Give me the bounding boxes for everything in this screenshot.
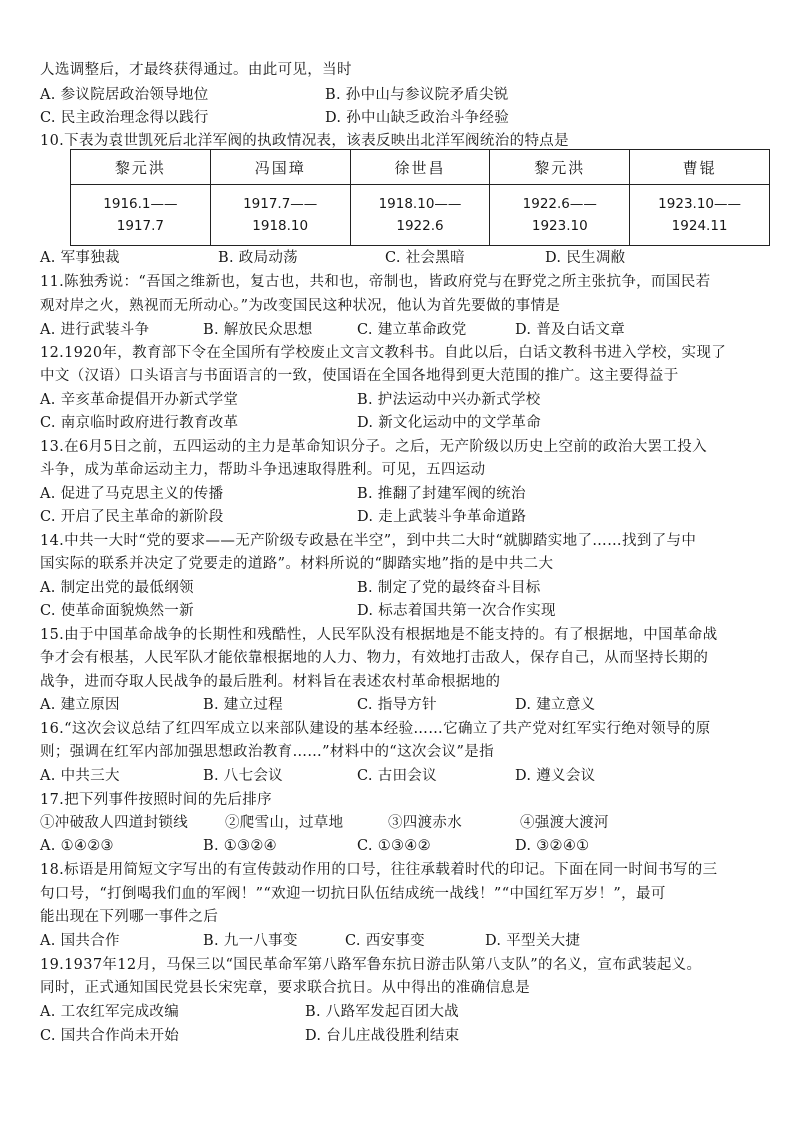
q11-option-d: D. 普及白话文章 (515, 322, 626, 338)
term-end: 1918.10 (252, 218, 309, 234)
q17-event-2: ②爬雪山，过草地 (225, 815, 344, 831)
q16-option-b: B. 八七会议 (203, 768, 283, 784)
q13-line-2: 斗争，成为革命运动主力，帮助斗争迅速取得胜利。可见，五四运动 (40, 462, 486, 478)
q17-option-a: A. ①④②③ (40, 838, 114, 854)
warlord-term (630, 185, 770, 246)
warlord-name: 黎元洪 (71, 150, 211, 185)
term-start: 1923.10—— (658, 196, 741, 212)
warlord-name: 冯国璋 (210, 150, 350, 185)
q19-option-d: D. 台儿庄战役胜利结束 (305, 1028, 460, 1044)
q18-option-a: A. 国共合作 (40, 933, 120, 949)
q17-event-1: ①冲破敌人四道封锁线 (40, 815, 188, 831)
q18-line-1: 18.标语是用简短文字写出的有宣传鼓动作用的口号，往往承载着时代的印记。下面在同一时间书写的三 (40, 862, 718, 878)
q17-option-c: C. ①③④② (357, 838, 431, 854)
q10-stem: 10.下表为袁世凯死后北洋军阀的执政情况表，该表反映出北洋军阀统治的特点是 (40, 133, 570, 149)
prev-option-a: A. 参议院居政治领导地位 (40, 87, 209, 103)
q13-option-c: C. 开启了民主革命的新阶段 (40, 509, 224, 525)
warlord-term (210, 185, 350, 246)
q16-option-d: D. 遵义会议 (515, 768, 596, 784)
q14-line-2: 国实际的联系并决定了党要走的道路”。材料所说的“脚踏实地”指的是中共二大 (40, 556, 554, 572)
warlord-term (71, 185, 211, 246)
q11-option-a: A. 进行武装斗争 (40, 322, 150, 338)
q15-option-b: B. 建立过程 (203, 697, 283, 713)
q19-option-a: A. 工农红军完成改编 (40, 1004, 179, 1020)
term-end: 1917.7 (116, 218, 165, 234)
q16-option-c: C. 古田会议 (357, 768, 437, 784)
q15-option-d: D. 建立意义 (515, 697, 596, 713)
prev-option-c: C. 民主政治理念得以践行 (40, 110, 209, 126)
q14-option-c: C. 使革命面貌焕然一新 (40, 603, 194, 619)
q13-line-1: 13.在6月5日之前，五四运动的主力是革命知识分子。之后，无产阶级以历史上空前的政治大罢工投入 (40, 439, 707, 455)
q19-option-c: C. 国共合作尚未开始 (40, 1028, 180, 1044)
warlord-term-row (71, 185, 770, 246)
term-end: 1922.6 (396, 218, 444, 234)
q10-option-d: D. 民生凋敝 (545, 250, 626, 266)
q11-line-2: 观对岸之火，熟视而无所动心。”为改变国民这种状况，他认为首先要做的事情是 (40, 298, 561, 314)
q11-line-1: 11.陈独秀说：“吾国之维新也，复古也，共和也，帝制也，皆政府党与在野党之所主张抗争，而国民若 (40, 274, 711, 290)
q10-option-a: A. 军事独裁 (40, 250, 120, 266)
q13-option-d: D. 走上武装斗争革命道路 (357, 509, 527, 525)
term-end: 1923.10 (531, 218, 588, 234)
q12-option-a: A. 辛亥革命提倡开办新式学堂 (40, 392, 239, 408)
prev-option-b: B. 孙中山与参议院矛盾尖锐 (325, 87, 509, 103)
q16-line-1: 16.“这次会议总结了红四军成立以来部队建设的基本经验……它确立了共产党对红军实行绝对领导的原 (40, 721, 711, 737)
q14-option-b: B. 制定了党的最终奋斗目标 (357, 580, 541, 596)
q12-line-2: 中文（汉语）口头语言与书面语言的一致，使国语在全国各地得到更大范围的推广。这主要得益于 (40, 368, 679, 384)
q15-line-3: 战争，进而夺取人民战争的最后胜利。材料旨在表述农村革命根据地的 (40, 674, 501, 690)
q14-option-d: D. 标志着国共第一次合作实现 (357, 603, 556, 619)
q12-option-b: B. 护法运动中兴办新式学校 (357, 392, 541, 408)
q11-option-c: C. 建立革命政党 (357, 322, 467, 338)
prev-option-d: D. 孙中山缺乏政治斗争经验 (325, 110, 510, 126)
warlord-name-row (71, 150, 770, 185)
q15-option-a: A. 建立原因 (40, 697, 120, 713)
q17-option-d: D. ③②④① (515, 838, 590, 854)
q19-line-1: 19.1937年12月，马保三以“国民革命军第八路军鲁东抗日游击队第八支队”的名义，宣布武装起义。 (40, 957, 702, 973)
q19-line-2: 同时，正式通知国民党县长宋宪章，要求联合抗日。从中得出的准确信息是 (40, 980, 531, 996)
term-start: 1922.6—— (522, 196, 597, 212)
q12-option-d: D. 新文化运动中的文学革命 (357, 415, 542, 431)
q13-option-b: B. 推翻了封建军阀的统治 (357, 486, 526, 502)
warlord-term (350, 185, 490, 246)
q18-option-b: B. 九一八事变 (203, 933, 298, 949)
q14-line-1: 14.中共一大时“党的要求——无产阶级专政悬在半空”，到中共二大时“就脚踏实地了……找到了与中 (40, 533, 697, 549)
q10-option-c: C. 社会黑暗 (385, 250, 465, 266)
q12-option-c: C. 南京临时政府进行教育改革 (40, 415, 239, 431)
q16-option-a: A. 中共三大 (40, 768, 120, 784)
q16-line-2: 则；强调在红军内部加强思想政治教育……”材料中的“这次会议”是指 (40, 744, 494, 760)
q18-line-2: 句口号，“打倒喝我们血的军阀！”“欢迎一切抗日队伍结成统一战线！”“中国红军万岁！”，最可 (40, 886, 666, 902)
term-end: 1924.11 (671, 218, 728, 234)
q15-option-c: C. 指导方针 (357, 697, 437, 713)
q15-line-1: 15.由于中国革命战争的长期性和残酷性，人民军队没有根据地是不能支持的。有了根据地，中国革命战 (40, 627, 718, 643)
warlord-name: 黎元洪 (490, 150, 630, 185)
q18-option-c: C. 西安事变 (345, 933, 425, 949)
q17-stem: 17.把下列事件按照时间的先后排序 (40, 792, 273, 808)
term-start: 1917.7—— (243, 196, 318, 212)
q10-option-b: B. 政局动荡 (218, 250, 298, 266)
q11-option-b: B. 解放民众思想 (203, 322, 313, 338)
prev-question-line: 人选调整后，才最终获得通过。由此可见，当时 (40, 62, 352, 78)
warlord-term (490, 185, 630, 246)
q19-option-b: B. 八路军发起百团大战 (305, 1004, 459, 1020)
warlord-name: 曹锟 (630, 150, 770, 185)
warlord-table (70, 149, 770, 246)
term-start: 1918.10—— (378, 196, 462, 212)
term-start: 1916.1—— (103, 196, 178, 212)
q18-option-d: D. 平型关大捷 (485, 933, 581, 949)
q14-option-a: A. 制定出党的最低纲领 (40, 580, 194, 596)
warlord-name: 徐世昌 (350, 150, 490, 185)
q15-line-2: 争才会有根基，人民军队才能依靠根据地的人力、物力，有效地打击敌人，保存自己，从而坚持长期的 (40, 650, 709, 666)
q12-line-1: 12.1920年，教育部下令在全国所有学校废止文言文教科书。自此以后，白话文教科书进入学校，实现了 (40, 345, 727, 361)
q17-option-b: B. ①③②④ (203, 838, 277, 854)
q18-line-3: 能出现在下列哪一事件之后 (40, 909, 219, 925)
q17-event-3: ③四渡赤水 (388, 815, 462, 831)
q13-option-a: A. 促进了马克思主义的传播 (40, 486, 224, 502)
q17-event-4: ④强渡大渡河 (520, 815, 609, 831)
